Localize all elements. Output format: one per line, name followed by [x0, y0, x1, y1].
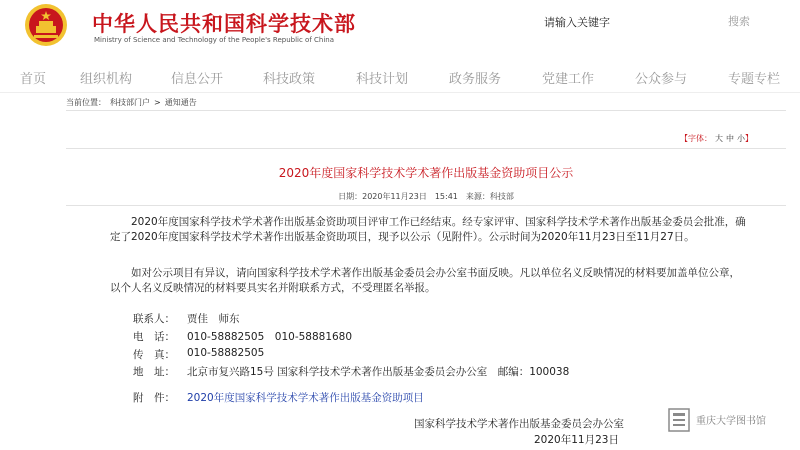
contact-fax: [133, 347, 265, 362]
signature-org: 国家科学技术学术著作出版基金委员会办公室: [414, 418, 624, 430]
attachment-label: 附 件：: [133, 392, 175, 404]
contact-person: [133, 311, 240, 326]
article-top-divider: [66, 148, 786, 149]
font-size-medium[interactable]: 中: [726, 134, 734, 143]
nav-item-public-participation[interactable]: 公众参与: [635, 72, 688, 87]
nav-item-special-topics[interactable]: 专题专栏: [728, 72, 781, 87]
attachment-row: [133, 390, 424, 405]
font-size-selector: [680, 133, 753, 144]
library-logo-icon: [668, 408, 690, 432]
contact-phone: [133, 329, 353, 344]
breadcrumb-link-portal[interactable]: 科技部门户: [110, 98, 150, 107]
font-size-close: 】: [745, 134, 753, 143]
site-subtitle: Ministry of Science and Technology of the People's Republic of China: [94, 36, 335, 44]
contact-address-value: 北京市复兴路15号 国家科学技术学术著作出版基金委员会办公室 邮编：100038: [187, 366, 570, 378]
breadcrumb-link-notices[interactable]: 通知通告: [164, 98, 197, 107]
nav-item-organization[interactable]: 组织机构: [80, 72, 133, 87]
breadcrumb: [66, 97, 201, 108]
search-button[interactable]: 搜索: [728, 15, 750, 28]
contact-address-label: 地 址：: [133, 366, 175, 378]
article-meta: [66, 191, 786, 202]
search-input[interactable]: [540, 12, 718, 32]
contact-fax-value: 010-58882505: [187, 347, 265, 359]
breadcrumb-label: 当前位置：: [66, 98, 106, 107]
article-meta-divider: [66, 205, 786, 206]
main-nav: [0, 62, 800, 93]
nav-item-home[interactable]: 首页: [20, 72, 47, 87]
article-paragraph-2: 如对公示项目有异议，请向国家科学技术学术著作出版基金委员会办公室书面反映。凡以单位名义反映情况的材料要加盖单位公章，以个人名义反映情况的材料要具实名并附联系方式，不受理匿名举报。: [110, 267, 740, 294]
contact-address: [133, 364, 570, 379]
article-date: 日期：2020年11月23日 15:41: [338, 192, 458, 201]
nav-item-party-building[interactable]: 党建工作: [542, 72, 595, 87]
breadcrumb-divider: [66, 110, 786, 111]
font-size-small[interactable]: 小: [737, 134, 745, 143]
site-title[interactable]: 中华人民共和国科学技术部: [92, 12, 356, 36]
nav-item-policy[interactable]: 科技政策: [263, 72, 316, 87]
national-emblem-icon[interactable]: [24, 3, 68, 47]
font-size-label: 【字体：: [680, 134, 712, 143]
attachment-link[interactable]: 2020年度国家科学技术学术著作出版基金资助项目: [187, 392, 424, 404]
contact-person-value: 贾佳 师东: [187, 313, 240, 325]
contact-person-label: 联系人：: [133, 313, 175, 325]
nav-item-services[interactable]: 政务服务: [449, 72, 502, 87]
library-watermark-text: 重庆大学图书馆: [696, 416, 766, 427]
article-paragraph-1: 2020年度国家科学技术学术著作出版基金资助项目评审工作已经结束。经专家评审、国家科学技术学术著作出版基金委员会批准，确定了2020年度国家科学技术学术著作出版基金资助项目，现予以公示（见附件）。公示时间为2020年11月23日至11月27日。: [110, 216, 746, 243]
signature-date: 2020年11月23日: [534, 434, 619, 446]
font-size-large[interactable]: 大: [715, 134, 723, 143]
site-header: [0, 0, 800, 55]
nav-item-programs[interactable]: 科技计划: [356, 72, 409, 87]
contact-phone-label: 电 话：: [133, 331, 175, 343]
contact-fax-label: 传 真：: [133, 349, 175, 361]
article-title: 2020年度国家科学技术学术著作出版基金资助项目公示: [278, 166, 574, 180]
library-watermark: [668, 408, 798, 434]
article-source: 来源：科技部: [465, 192, 514, 201]
nav-item-info-disclosure[interactable]: 信息公开: [171, 72, 224, 87]
contact-phone-value: 010-58882505 010-58881680: [187, 331, 353, 343]
breadcrumb-separator: >: [154, 98, 161, 107]
